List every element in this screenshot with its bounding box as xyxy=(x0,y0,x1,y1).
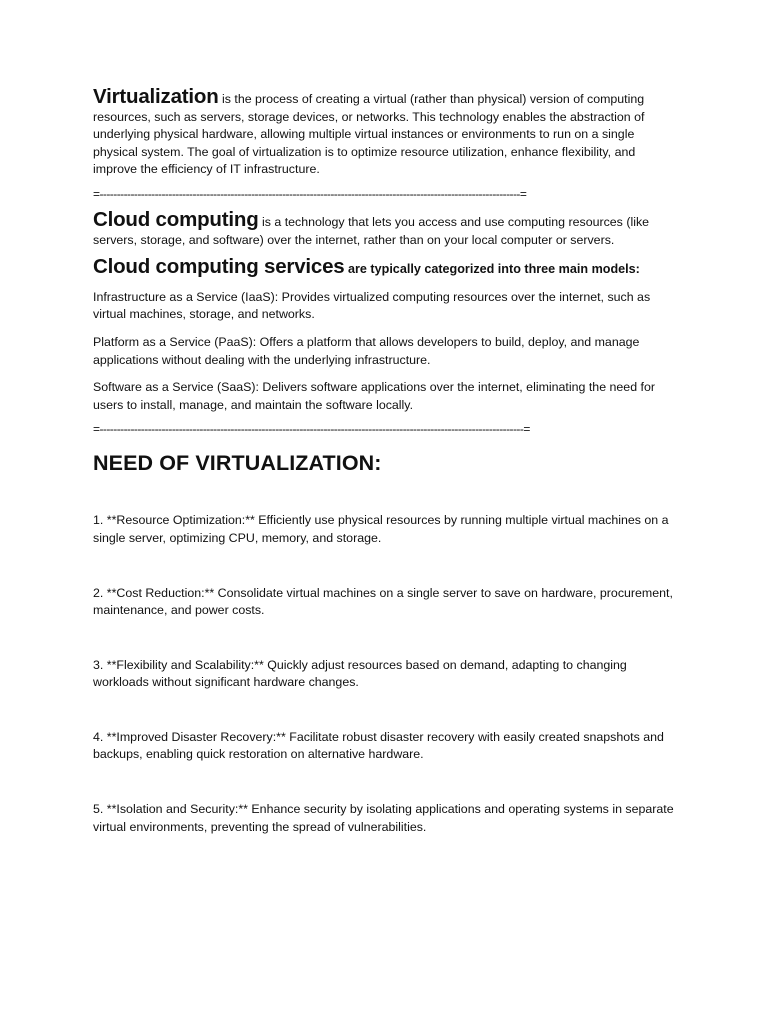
separator-line: =---------------------------------------------------------------------------------------------------------------------------= xyxy=(93,422,530,437)
separator-line: =--------------------------------------------------------------------------------------------------------------------------= xyxy=(93,186,527,201)
need-item-resource-optimization: 1. **Resource Optimization:** Efficiently use physical resources by running multiple virtual machines on a single server, optimizing CPU, memory, and storage. xyxy=(93,513,669,545)
cloud-services-subtitle: are typically categorized into three main models: xyxy=(344,262,640,277)
need-item-cost-reduction: 2. **Cost Reduction:** Consolidate virtual machines on a single server to save on hardware, procurement, maintenance, and power costs. xyxy=(93,585,673,618)
need-item-isolation-security: 5. **Isolation and Security:** Enhance security by isolating applications and operating systems in separate virtual environments, preventing the spread of vulnerabilities. xyxy=(93,802,674,834)
model-iaas: Infrastructure as a Service (IaaS): Provides virtualized computing resources over the internet, such as virtual machines, storage, and networks. xyxy=(93,289,651,322)
cloud-services-term: Cloud computing services xyxy=(93,255,345,279)
model-paas: Platform as a Service (PaaS): Offers a platform that allows developers to build, deploy, and manage applications without dealing with the underlying infrastructure. xyxy=(93,334,640,367)
virtualization-text: is the process of creating a virtual (rather than physical) version of computing resources, such as servers, storage devices, or networks. This technology enables the abstraction of underlying physical hardware, allowing multiple virtual instances or environments to run on a single physical system. The goal of virtualization is to optimize resource utilization, enhance flexibility, and improve the efficiency of IT infrastructure. xyxy=(93,92,645,177)
cloud-services-heading xyxy=(93,255,676,279)
cloud-computing-paragraph xyxy=(93,207,676,249)
model-saas: Software as a Service (SaaS): Delivers software applications over the internet, eliminating the need for users to install, manage, and maintain the software locally. xyxy=(93,380,655,412)
cloud-computing-text: is a technology that lets you access and use computing resources (like servers, storage, and software) over the internet, rather than on your local computer or servers. xyxy=(93,214,650,247)
need-item-flexibility: 3. **Flexibility and Scalability:** Quickly adjust resources based on demand, adapting to changing workloads without significant hardware changes. xyxy=(93,657,627,690)
virtualization-term: Virtualization xyxy=(93,85,219,108)
cloud-computing-term: Cloud computing xyxy=(93,207,259,231)
virtualization-paragraph xyxy=(93,85,676,179)
need-of-virtualization-heading: NEED OF VIRTUALIZATION: xyxy=(93,451,382,476)
need-item-disaster-recovery: 4. **Improved Disaster Recovery:** Facilitate robust disaster recovery with easily created snapshots and backups, enabling quick restoration on alternative hardware. xyxy=(93,729,664,762)
